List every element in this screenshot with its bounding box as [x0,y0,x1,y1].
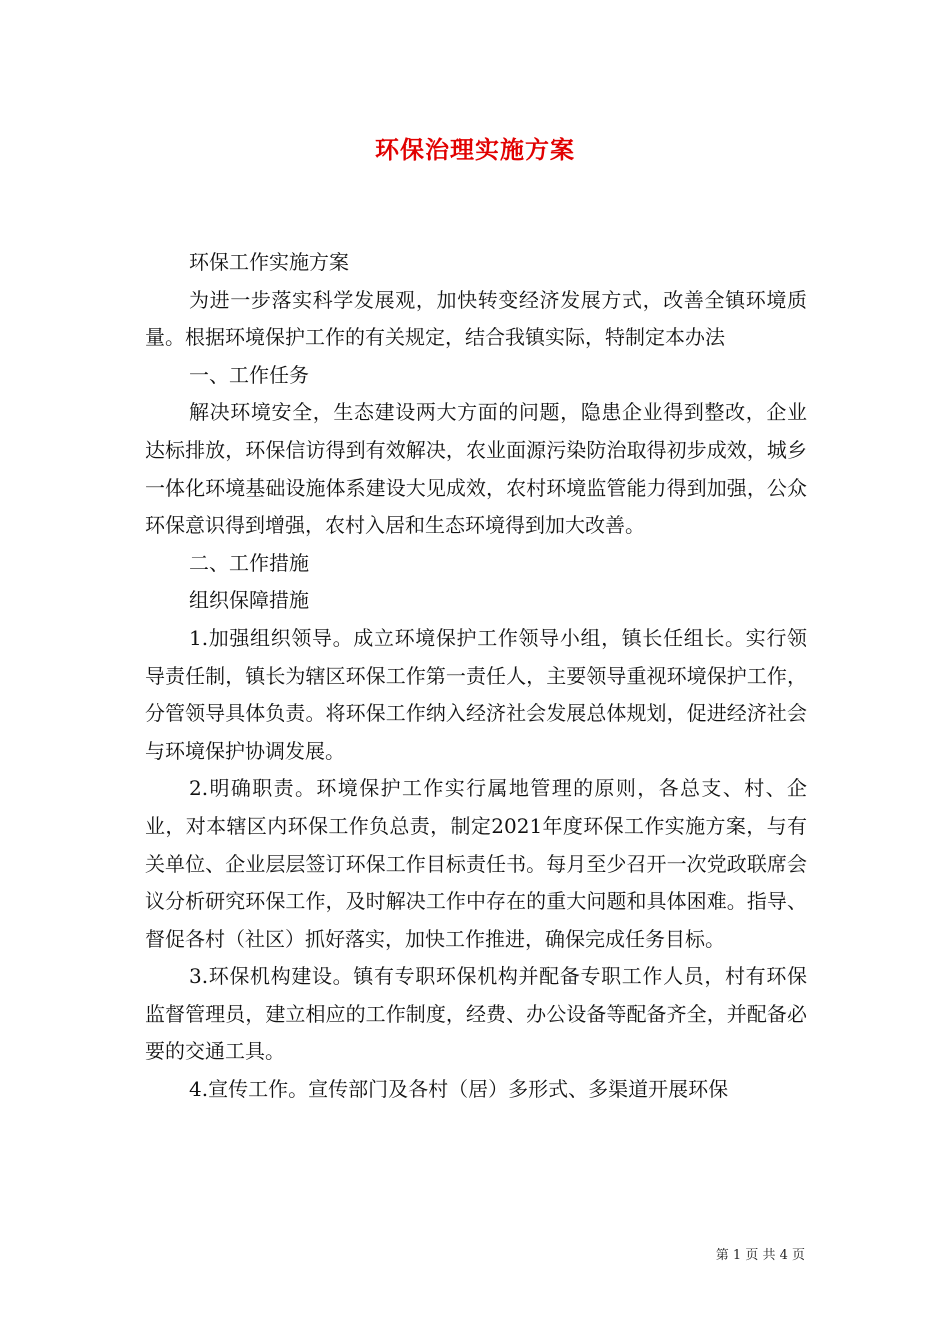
document-body [145,244,807,1109]
paragraph: 2.明确职责。环境保护工作实行属地管理的原则，各总支、村、企业，对本辖区内环保工作负总责，制定2021年度环保工作实施方案，与有关单位、企业层层签订环保工作目标责任书。每月至少召开一次党政联席会议分析研究环保工作，及时解决工作中存在的重大问题和具体困难。指导、督促各村（社区）抓好落实，加快工作推进，确保完成任务目标。 [145,776,807,951]
document-title: 环保治理实施方案 [375,135,575,164]
paragraph: 环保工作实施方案 [189,250,349,274]
paragraph: 1.加强组织领导。成立环境保护工作领导小组，镇长任组长。实行领导责任制，镇长为辖区环保工作第一责任人，主要领导重视环境保护工作，分管领导具体负责。将环保工作纳入经济社会发展总体规划，促进经济社会与环境保护协调发展。 [145,625,807,763]
paragraph: 解决环境安全，生态建设两大方面的问题，隐患企业得到整改，企业达标排放，环保信访得到有效解决，农业面源污染防治取得初步成效，城乡一体化环境基础设施体系建设大见成效，农村环境监管能力得到加强，公众环保意识得到增强，农村入居和生态环境得到加大改善。 [145,400,807,538]
section-heading: 二、工作措施 [189,550,309,575]
subsection-heading: 组织保障措施 [189,588,309,613]
paragraph: 4.宣传工作。宣传部门及各村（居）多形式、多渠道开展环保 [189,1077,729,1102]
page-number: 第 1 页 共 4 页 [715,1248,805,1263]
section-heading: 一、工作任务 [189,362,309,387]
paragraph: 为进一步落实科学发展观，加快转变经济发展方式，改善全镇环境质量。根据环境保护工作的有关规定，结合我镇实际，特制定本办法 [145,287,807,350]
paragraph: 3.环保机构建设。镇有专职环保机构并配备专职工作人员，村有环保监督管理员，建立相应的工作制度，经费、办公设备等配备齐全，并配备必要的交通工具。 [145,964,807,1064]
